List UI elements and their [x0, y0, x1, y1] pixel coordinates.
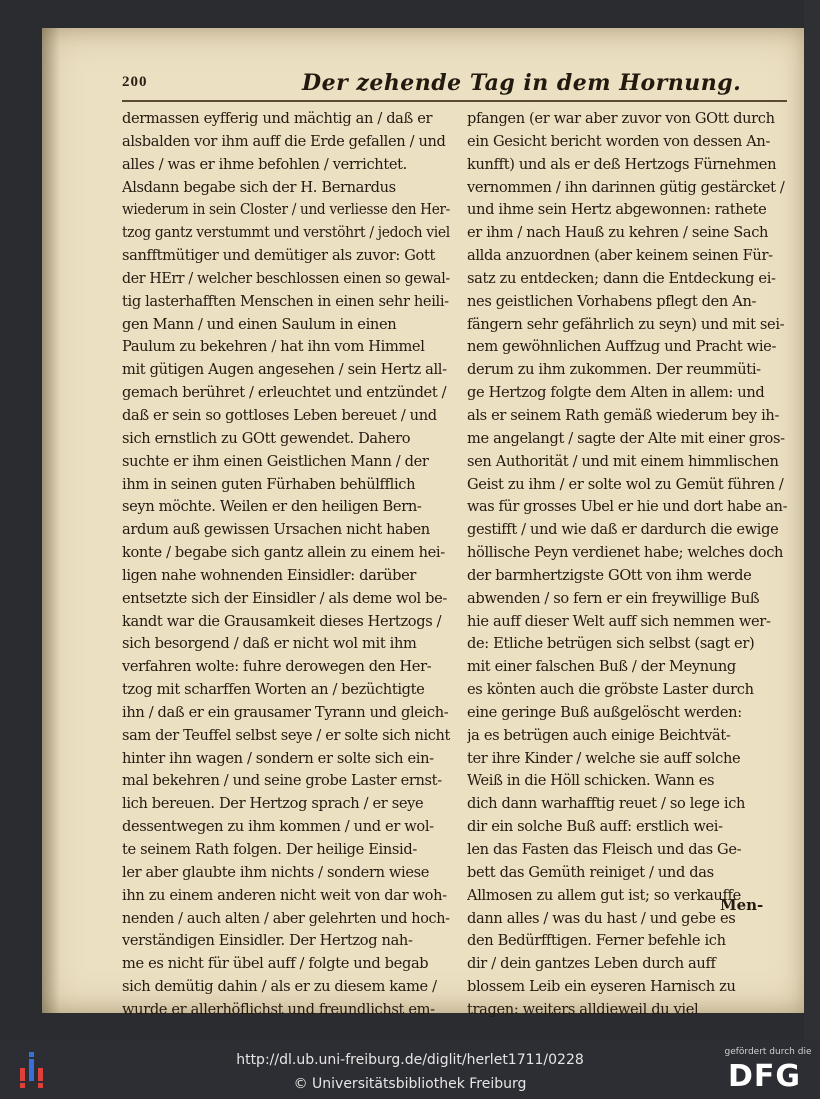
text-line: sam der Teuffel selbst seye / er solte sich nicht [122, 726, 451, 744]
text-line: alles / was er ihme befohlen / verrichtet. [122, 155, 407, 173]
text-line: mit einer falschen Buß / der Meynung [467, 658, 736, 676]
copyright-notice: © Universitätsbibliothek Freiburg [293, 1076, 527, 1092]
text-line: tzog gantz verstummt und verstöhrt / jedoch viel [122, 224, 450, 242]
text-line: nes geistlichen Vorhabens pflegt den An- [467, 292, 757, 310]
text-line: mit gütigen Augen angesehen / sein Hertz all- [122, 361, 447, 379]
left-text-column [122, 108, 450, 1022]
text-line: ihn zu einem anderen nicht weit von dar woh- [122, 886, 447, 904]
text-line: Allmosen zu allem gut ist; so verkauffe [467, 886, 741, 904]
text-line: dir / dein gantzes Leben durch auff [467, 955, 716, 973]
dfg-caption: gefördert durch die [724, 1047, 812, 1057]
text-line: sanfftmütiger und demütiger als zuvor: Gott [122, 247, 436, 265]
catchword: Men- [720, 896, 764, 914]
text-line: was für grosses Ubel er hie und dort habe an- [467, 498, 788, 516]
text-line: sich ernstlich zu GOtt gewendet. Dahero [122, 429, 411, 447]
page-gutter-shadow [42, 28, 60, 1013]
dfg-logo: DFG [728, 1059, 802, 1094]
text-line: er ihm / nach Hauß zu kehren / seine Sach [467, 224, 769, 242]
text-line: abwenden / so fern er ein freywillige Buß [467, 589, 760, 607]
text-line: eine geringe Buß außgelöscht werden: [467, 703, 742, 721]
text-line: sich demütig dahin / als er zu diesem kame / [122, 978, 437, 996]
text-line: nem gewöhnlichen Auffzug und Pracht wie- [467, 338, 777, 356]
dfg-sponsor-block [718, 1045, 818, 1097]
text-line: kandt war die Grausamkeit dieses Hertzogs / [122, 612, 442, 630]
header-rule [122, 100, 787, 102]
text-line: seyn möchte. Weilen er den heiligen Bern- [122, 498, 422, 516]
text-line: nenden / auch alten / aber gelehrten und hoch- [122, 909, 450, 927]
text-line: fängern sehr gefährlich zu seyn) und mit sei- [467, 315, 785, 333]
text-line: kunfft) und als er deß Hertzogs Fürnehmen [467, 155, 777, 173]
text-line: tig lasterhafften Menschen in einen sehr heili- [122, 292, 449, 310]
text-line: und ihme sein Hertz abgewonnen: rathete [467, 201, 767, 219]
text-line: entsetzte sich der Einsidler / als deme wol be- [122, 589, 448, 607]
text-line: daß er sein so gottloses Leben bereuet / und [122, 406, 437, 424]
text-line: dir ein solche Buß auff: erstlich wei- [467, 818, 723, 836]
page-number: 200 [122, 74, 148, 90]
text-line: hinter ihn wagen / sondern er solte sich ein- [122, 749, 434, 767]
text-line: dermassen eyfferig und mächtig an / daß er [122, 110, 433, 127]
text-line: es könten auch die gröbste Laster durch [467, 681, 754, 699]
text-line: konte / begabe sich gantz allein zu einem hei- [122, 544, 445, 562]
text-line: Alsdann begabe sich der H. Bernardus [122, 178, 396, 196]
text-line: Weiß in die Höll schicken. Wann es [467, 772, 715, 790]
text-line: ein Gesicht bericht worden von dessen An- [467, 132, 771, 150]
text-line: allda anzuordnen (aber keinem seinen Für- [467, 247, 773, 265]
text-line: der HErr / welcher beschlossen einen so gewal- [122, 269, 450, 287]
text-line: ter ihre Kinder / welche sie auff solche [467, 749, 741, 767]
text-line: der barmhertzigste GOtt von ihm werde [467, 566, 752, 584]
text-line: ja es betrügen auch einige Beichtvät- [467, 726, 731, 744]
text-line: satz zu entdecken; dann die Entdeckung ei- [467, 269, 776, 287]
text-line: me es nicht für übel auff / folgte und begab [122, 955, 429, 973]
text-line: tragen: weiters alldieweil du viel [467, 1000, 699, 1018]
text-line: verständigen Einsidler. Der Hertzog nah- [122, 932, 413, 950]
text-line: ihn / daß er ein grausamer Tyrann und gleich- [122, 703, 449, 721]
text-line: Geist zu ihm / er solte wol zu Gemüt führen / [467, 475, 784, 493]
text-line: te seinem Rath folgen. Der heilige Einsid- [122, 841, 417, 858]
document-url[interactable]: http://dl.ub.uni-freiburg.de/diglit/herlet1711/0228 [236, 1052, 584, 1068]
text-line: wurde er allerhöflichst und freundlichst em- [122, 1000, 435, 1018]
adjacent-page-edge [804, 0, 820, 1040]
text-line: tzog mit scharffen Worten an / bezüchtigte [122, 681, 425, 699]
page-header [122, 72, 787, 102]
text-line: mal bekehren / und seine grobe Laster ernst- [122, 772, 442, 790]
text-line: bett das Gemüth reiniget / und das [467, 863, 714, 881]
text-line: pfangen (er war aber zuvor von GOtt durch [467, 110, 775, 127]
text-line: sen Authorität / und mit einem himmlischen [467, 452, 779, 470]
text-line: gestifft / und wie daß er dardurch die ewige [467, 521, 779, 539]
text-line: hie auff dieser Welt auff sich nemmen wer- [467, 612, 771, 630]
text-line: sich besorgend / daß er nicht wol mit ihm [122, 635, 417, 653]
text-line: suchte er ihm einen Geistlichen Mann / der [122, 452, 429, 470]
right-text-column [467, 108, 787, 1022]
text-line: blossem Leib ein eyseren Harnisch zu [467, 978, 736, 996]
text-line: höllische Peyn verdienet habe; welches doch [467, 544, 784, 562]
text-line: alsbalden vor ihm auff die Erde gefallen / und [122, 132, 446, 150]
text-line: de: Etliche betrügen sich selbst (sagt er) [467, 635, 755, 653]
text-line: derum zu ihm zukommen. Der reummüti- [467, 361, 761, 379]
text-line: ge Hertzog folgte dem Alten in allem: und [467, 384, 765, 402]
text-line: ihm in seinen guten Fürhaben behülfflich [122, 475, 416, 493]
text-line: dann alles / was du hast / und gebe es [467, 909, 736, 927]
text-line: dessentwegen zu ihm kommen / und er wol- [122, 818, 434, 836]
text-line: vernommen / ihn darinnen gütig gestärcket / [467, 178, 785, 196]
text-line: len das Fasten das Fleisch und das Ge- [467, 841, 742, 858]
running-head: Der zehende Tag in dem Hornung. [302, 70, 742, 96]
text-line: me angelangt / sagte der Alte mit einer gros- [467, 429, 785, 447]
text-line: ligen nahe wohnenden Einsidler: darüber [122, 566, 417, 584]
text-line: gemach berühret / erleuchtet und entzündet / [122, 384, 447, 402]
text-line: lich bereuen. Der Hertzog sprach / er seye [122, 795, 424, 813]
text-line: dich dann warhafftig reuet / so lege ich [467, 795, 746, 813]
text-line: den Bedürfftigen. Ferner befehle ich [467, 932, 726, 950]
text-line: Paulum zu bekehren / hat ihn vom Himmel [122, 338, 425, 356]
text-line: ardum auß gewissen Ursachen nicht haben [122, 521, 430, 539]
text-line: wiederum in sein Closter / und verliesse den Her- [122, 201, 450, 219]
text-line: gen Mann / und einen Saulum in einen [122, 315, 397, 333]
text-line: ler aber glaubte ihm nichts / sondern wiese [122, 863, 430, 881]
text-line: verfahren wolte: fuhre derowegen den Her- [122, 658, 432, 676]
text-line: als er seinem Rath gemäß wiederum bey ih- [467, 406, 780, 424]
